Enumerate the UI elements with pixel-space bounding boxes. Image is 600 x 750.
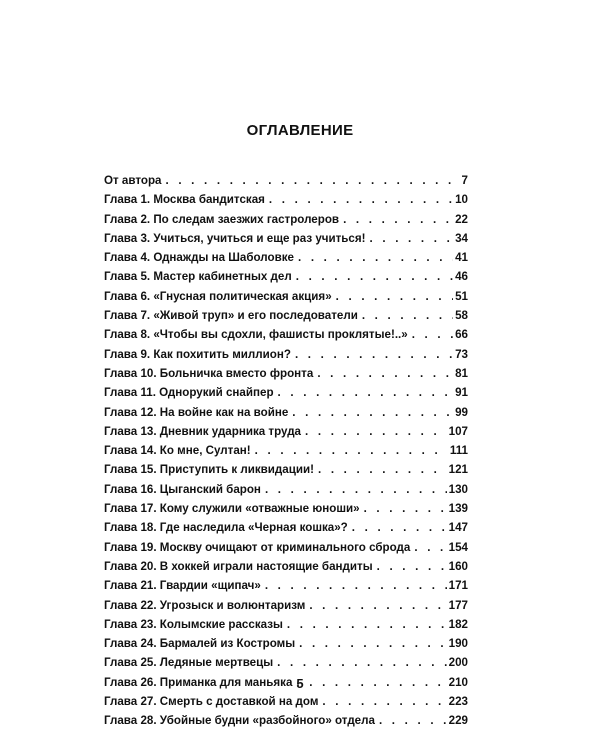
toc-entry <box>104 325 468 344</box>
toc-entry-page: 130 <box>448 482 468 496</box>
toc-entry <box>104 557 468 576</box>
toc-entry-label: Глава 3. Учиться, учиться и еще раз учиться! <box>104 231 366 245</box>
toc-entry <box>104 229 468 248</box>
toc-entry-page: 154 <box>448 540 468 554</box>
toc-entry-page: 91 <box>455 386 468 400</box>
toc-entry-page: 73 <box>455 347 468 361</box>
dot-leader <box>287 615 447 634</box>
toc-entry-label: Глава 5. Мастер кабинетных дел <box>104 270 292 284</box>
toc-entry <box>104 480 468 499</box>
toc-entry-label: Глава 10. Больничка вместо фронта <box>104 366 314 380</box>
dot-leader <box>322 692 446 711</box>
toc-entry-page: 34 <box>455 231 468 245</box>
page-number: 5 <box>296 676 304 691</box>
toc-entry <box>104 499 468 518</box>
table-of-contents <box>104 171 468 731</box>
toc-entry-label: Глава 23. Колымские рассказы <box>104 617 283 631</box>
toc-entry <box>104 248 468 267</box>
dot-leader <box>296 267 453 286</box>
toc-entry <box>104 518 468 537</box>
toc-entry <box>104 596 468 615</box>
toc-entry <box>104 345 468 364</box>
toc-entry-label: Глава 2. По следам заезжих гастролеров <box>104 212 340 226</box>
toc-entry-label: Глава 6. «Гнусная политическая акция» <box>104 289 332 303</box>
dot-leader <box>377 557 447 576</box>
dot-leader <box>414 538 446 557</box>
toc-entry-label: Глава 1. Москва бандитская <box>104 193 265 207</box>
toc-entry <box>104 653 468 672</box>
toc-entry <box>104 383 468 402</box>
toc-entry-page: 223 <box>448 695 468 709</box>
dot-leader <box>278 383 454 402</box>
toc-entry <box>104 634 468 653</box>
toc-entry-label: Глава 24. Бармалей из Костромы <box>104 637 296 651</box>
toc-entry-label: Глава 12. На войне как на войне <box>104 405 289 419</box>
toc-entry-page: 200 <box>448 656 468 670</box>
toc-entry-page: 81 <box>455 366 468 380</box>
toc-entry <box>104 711 468 730</box>
toc-entry <box>104 210 468 229</box>
dot-leader <box>298 248 453 267</box>
toc-entry <box>104 287 468 306</box>
dot-leader <box>292 403 453 422</box>
dot-leader <box>165 171 459 190</box>
dot-leader <box>412 325 453 344</box>
toc-entry <box>104 538 468 557</box>
toc-entry <box>104 460 468 479</box>
toc-entry-label: Глава 16. Цыганский барон <box>104 482 261 496</box>
toc-entry <box>104 403 468 422</box>
toc-entry-label: От автора <box>104 174 162 187</box>
toc-entry-page: 51 <box>455 289 468 303</box>
dot-leader <box>317 364 453 383</box>
toc-entry-page: 58 <box>455 309 468 323</box>
toc-entry-page: 7 <box>461 174 468 187</box>
dot-leader <box>343 210 453 229</box>
dot-leader <box>255 441 448 460</box>
toc-entry-label: Глава 25. Ледяные мертвецы <box>104 656 274 670</box>
toc-entry-label: Глава 26. Приманка для маньяка <box>104 675 293 689</box>
toc-entry-page: 177 <box>448 598 468 612</box>
dot-leader <box>352 518 447 537</box>
dot-leader <box>265 576 447 595</box>
toc-entry <box>104 441 468 460</box>
toc-entry-page: 111 <box>449 444 468 458</box>
toc-entry <box>104 364 468 383</box>
toc-entry-label: Глава 11. Однорукий снайпер <box>104 386 274 400</box>
toc-entry-label: Глава 7. «Живой труп» и его последователи <box>104 309 358 323</box>
toc-entry-label: Глава 8. «Чтобы вы сдохли, фашисты проклятые!..» <box>104 328 408 342</box>
dot-leader <box>364 499 447 518</box>
toc-entry-page: 10 <box>455 193 468 207</box>
page-title: ОГЛАВЛЕНИЕ <box>246 122 354 139</box>
toc-entry <box>104 422 468 441</box>
toc-entry <box>104 267 468 286</box>
dot-leader <box>295 345 453 364</box>
toc-entry <box>104 615 468 634</box>
toc-entry-page: 229 <box>448 714 468 728</box>
toc-entry <box>104 171 468 190</box>
toc-entry-page: 41 <box>455 251 468 265</box>
toc-entry-page: 171 <box>448 579 468 593</box>
toc-entry-label: Глава 13. Дневник ударника труда <box>104 424 302 438</box>
toc-entry-page: 182 <box>448 617 468 631</box>
toc-entry-page: 66 <box>455 328 468 342</box>
dot-leader <box>336 287 453 306</box>
dot-leader <box>318 460 447 479</box>
toc-entry-page: 160 <box>448 559 468 573</box>
toc-entry-label: Глава 22. Угрозыск и волюнтаризм <box>104 598 306 612</box>
toc-entry-page: 147 <box>448 521 468 535</box>
toc-entry-page: 139 <box>448 502 468 516</box>
toc-entry-page: 190 <box>448 637 468 651</box>
toc-entry-label: Глава 17. Кому служили «отважные юноши» <box>104 502 360 516</box>
dot-leader <box>265 480 447 499</box>
toc-entry-page: 210 <box>448 675 468 689</box>
toc-entry-label: Глава 15. Приступить к ликвидации! <box>104 463 314 477</box>
dot-leader <box>305 422 447 441</box>
dot-leader <box>370 229 454 248</box>
toc-entry <box>104 190 468 209</box>
toc-entry-label: Глава 21. Гвардии «щипач» <box>104 579 261 593</box>
toc-entry-label: Глава 28. Убойные будни «разбойного» отдела <box>104 714 375 728</box>
toc-entry-page: 22 <box>455 212 468 226</box>
dot-leader <box>309 596 446 615</box>
dot-leader <box>299 634 447 653</box>
toc-entry-label: Глава 20. В хоккей играли настоящие бандиты <box>104 559 373 573</box>
toc-entry-label: Глава 14. Ко мне, Султан! <box>104 444 251 458</box>
dot-leader <box>362 306 453 325</box>
toc-entry-label: Глава 27. Смерть с доставкой на дом <box>104 695 319 709</box>
toc-entry-label: Глава 9. Как похитить миллион? <box>104 347 291 361</box>
dot-leader <box>277 653 447 672</box>
toc-entry-label: Глава 18. Где наследила «Черная кошка»? <box>104 521 348 535</box>
toc-entry-label: Глава 19. Москву очищают от криминального сброда <box>104 540 411 554</box>
toc-entry-label: Глава 4. Однажды на Шаболовке <box>104 251 294 265</box>
toc-entry-page: 107 <box>448 424 468 438</box>
toc-entry-page: 121 <box>448 463 468 477</box>
toc-entry-page: 46 <box>455 270 468 284</box>
dot-leader <box>269 190 453 209</box>
dot-leader <box>379 711 447 730</box>
toc-entry-page: 99 <box>455 405 468 419</box>
toc-entry <box>104 306 468 325</box>
toc-entry <box>104 576 468 595</box>
toc-entry <box>104 692 468 711</box>
